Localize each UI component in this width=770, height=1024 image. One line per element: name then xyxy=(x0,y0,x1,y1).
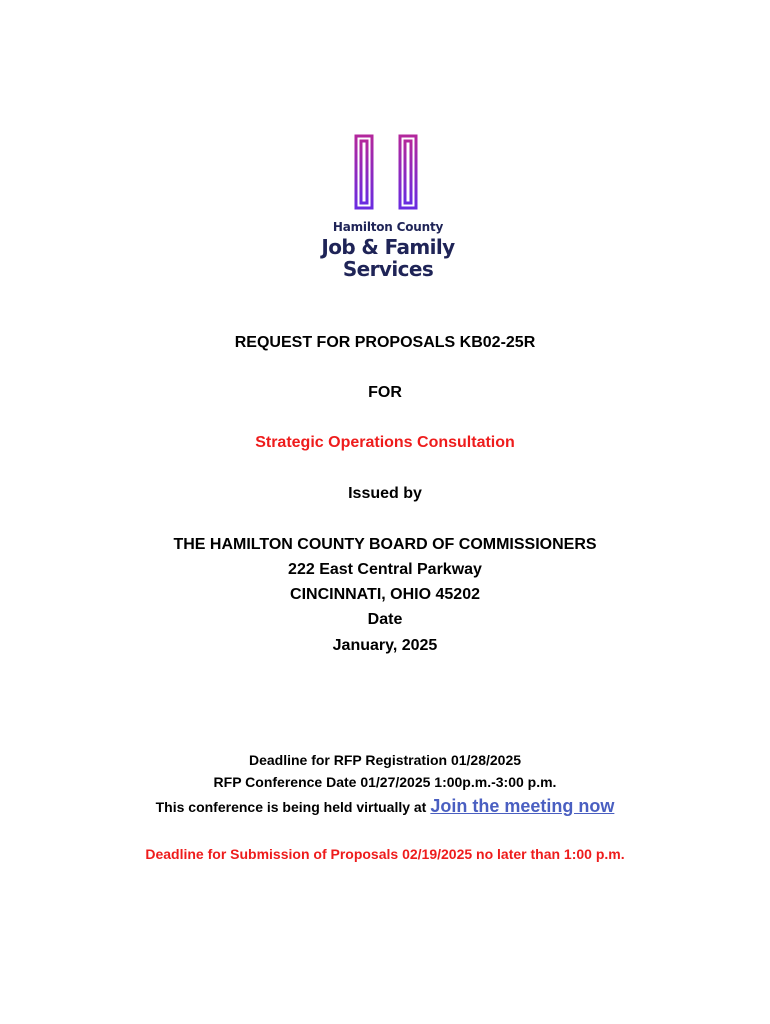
hcjfs-logo xyxy=(318,134,458,284)
project-title: Strategic Operations Consultation xyxy=(255,434,515,451)
issuer-city: CINCINNATI, OHIO 45202 xyxy=(290,586,480,603)
issuer-street: 222 East Central Parkway xyxy=(288,561,482,578)
logo-agency-line2: Services xyxy=(342,257,434,281)
letter-h-icon xyxy=(354,134,418,210)
logo-agency-line1: Job & Family xyxy=(321,235,455,259)
rfp-title: REQUEST FOR PROPOSALS KB02-25R xyxy=(234,334,536,351)
virtual-conference-text: This conference is being held virtually at xyxy=(155,799,427,815)
issuer-board: THE HAMILTON COUNTY BOARD OF COMMISSIONERS xyxy=(173,536,597,553)
submission-deadline: Deadline for Submission of Proposals 02/19/2025 no later than 1:00 p.m. xyxy=(145,846,625,862)
registration-deadline: Deadline for RFP Registration 01/28/2025 xyxy=(248,752,522,768)
for-label: FOR xyxy=(368,384,402,401)
date-label: Date xyxy=(367,611,403,628)
virtual-conference-line xyxy=(0,796,770,817)
join-meeting-link[interactable]: Join the meeting now xyxy=(430,796,615,816)
issued-by-label: Issued by xyxy=(348,485,422,502)
conference-date: RFP Conference Date 01/27/2025 1:00p.m.-3:00 p.m. xyxy=(213,774,557,790)
logo-county-name: Hamilton County xyxy=(332,220,444,234)
issue-date: January, 2025 xyxy=(332,637,438,654)
